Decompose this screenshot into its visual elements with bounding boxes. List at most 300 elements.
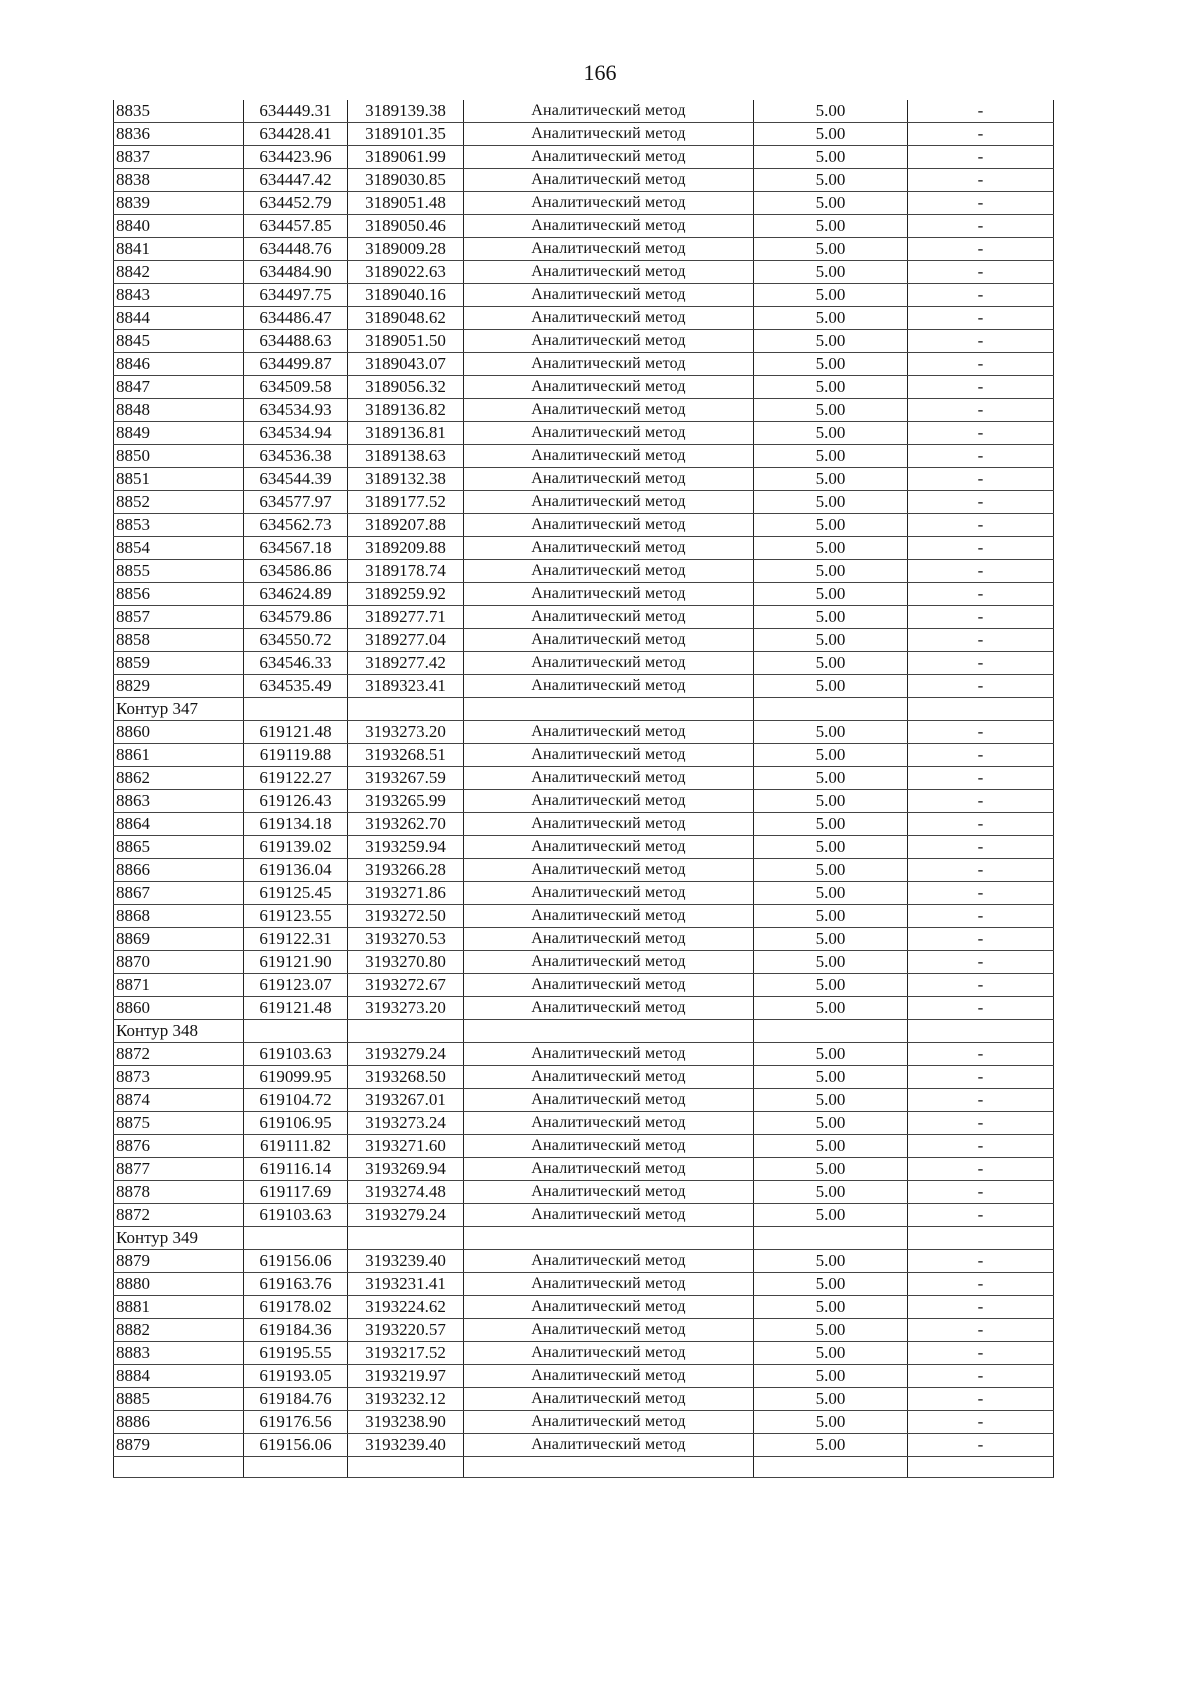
table-row: [114, 445, 1054, 468]
point-number-cell: 8860: [114, 997, 244, 1020]
note-cell: -: [908, 1319, 1054, 1342]
contour-label: Контур 348: [114, 1020, 244, 1043]
point-number-cell: 8879: [114, 1250, 244, 1273]
accuracy-cell: 5.00: [754, 606, 908, 629]
point-number-cell: 8882: [114, 1319, 244, 1342]
point-number-cell: 8875: [114, 1112, 244, 1135]
empty-cell: [464, 1020, 754, 1043]
method-cell: Аналитический метод: [464, 1250, 754, 1273]
point-number-cell: 8858: [114, 629, 244, 652]
y-coordinate-cell: 3189040.16: [348, 284, 464, 307]
empty-cell: [754, 698, 908, 721]
accuracy-cell: 5.00: [754, 1388, 908, 1411]
x-coordinate-cell: 634567.18: [244, 537, 348, 560]
table-row: [114, 284, 1054, 307]
table-row: [114, 123, 1054, 146]
point-number-cell: 8842: [114, 261, 244, 284]
x-coordinate-cell: 619119.88: [244, 744, 348, 767]
accuracy-cell: 5.00: [754, 1158, 908, 1181]
empty-cell: [348, 698, 464, 721]
method-cell: Аналитический метод: [464, 606, 754, 629]
x-coordinate-cell: 634550.72: [244, 629, 348, 652]
method-cell: Аналитический метод: [464, 445, 754, 468]
x-coordinate-cell: 634544.39: [244, 468, 348, 491]
note-cell: -: [908, 1043, 1054, 1066]
y-coordinate-cell: 3189259.92: [348, 583, 464, 606]
accuracy-cell: 5.00: [754, 560, 908, 583]
table-row: [114, 583, 1054, 606]
y-coordinate-cell: 3193267.01: [348, 1089, 464, 1112]
point-number-cell: 8849: [114, 422, 244, 445]
table-row: [114, 905, 1054, 928]
accuracy-cell: 5.00: [754, 997, 908, 1020]
method-cell: Аналитический метод: [464, 1135, 754, 1158]
point-number-cell: 8829: [114, 675, 244, 698]
y-coordinate-cell: 3193266.28: [348, 859, 464, 882]
accuracy-cell: 5.00: [754, 514, 908, 537]
accuracy-cell: 5.00: [754, 123, 908, 146]
x-coordinate-cell: 634488.63: [244, 330, 348, 353]
x-coordinate-cell: 619117.69: [244, 1181, 348, 1204]
note-cell: -: [908, 468, 1054, 491]
point-number-cell: 8848: [114, 399, 244, 422]
y-coordinate-cell: 3189139.38: [348, 100, 464, 123]
method-cell: Аналитический метод: [464, 238, 754, 261]
point-number-cell: 8841: [114, 238, 244, 261]
accuracy-cell: 5.00: [754, 261, 908, 284]
method-cell: Аналитический метод: [464, 353, 754, 376]
method-cell: Аналитический метод: [464, 192, 754, 215]
table-row: [114, 399, 1054, 422]
x-coordinate-cell: 619103.63: [244, 1043, 348, 1066]
x-coordinate-cell: 634497.75: [244, 284, 348, 307]
y-coordinate-cell: 3193271.86: [348, 882, 464, 905]
x-coordinate-cell: 619126.43: [244, 790, 348, 813]
y-coordinate-cell: 3193232.12: [348, 1388, 464, 1411]
y-coordinate-cell: 3189043.07: [348, 353, 464, 376]
y-coordinate-cell: 3193224.62: [348, 1296, 464, 1319]
empty-cell: [908, 1227, 1054, 1250]
point-number-cell: 8865: [114, 836, 244, 859]
accuracy-cell: 5.00: [754, 1365, 908, 1388]
method-cell: Аналитический метод: [464, 1043, 754, 1066]
point-number-cell: 8850: [114, 445, 244, 468]
point-number-cell: 8876: [114, 1135, 244, 1158]
x-coordinate-cell: 619193.05: [244, 1365, 348, 1388]
x-coordinate-cell: 619139.02: [244, 836, 348, 859]
table-row: [114, 100, 1054, 123]
note-cell: -: [908, 238, 1054, 261]
point-number-cell: 8884: [114, 1365, 244, 1388]
method-cell: Аналитический метод: [464, 1181, 754, 1204]
y-coordinate-cell: 3193268.51: [348, 744, 464, 767]
note-cell: -: [908, 123, 1054, 146]
note-cell: -: [908, 146, 1054, 169]
y-coordinate-cell: 3189207.88: [348, 514, 464, 537]
note-cell: -: [908, 284, 1054, 307]
table-row: [114, 744, 1054, 767]
point-number-cell: 8877: [114, 1158, 244, 1181]
accuracy-cell: 5.00: [754, 1112, 908, 1135]
note-cell: -: [908, 215, 1054, 238]
point-number-cell: 8883: [114, 1342, 244, 1365]
method-cell: Аналитический метод: [464, 790, 754, 813]
point-number-cell: 8879: [114, 1434, 244, 1457]
table-row: [114, 813, 1054, 836]
note-cell: -: [908, 905, 1054, 928]
table-row: [114, 606, 1054, 629]
y-coordinate-cell: 3189051.48: [348, 192, 464, 215]
note-cell: -: [908, 445, 1054, 468]
y-coordinate-cell: 3193259.94: [348, 836, 464, 859]
accuracy-cell: 5.00: [754, 146, 908, 169]
point-number-cell: 8885: [114, 1388, 244, 1411]
accuracy-cell: 5.00: [754, 675, 908, 698]
note-cell: -: [908, 399, 1054, 422]
note-cell: -: [908, 422, 1054, 445]
note-cell: -: [908, 813, 1054, 836]
method-cell: Аналитический метод: [464, 514, 754, 537]
accuracy-cell: 5.00: [754, 468, 908, 491]
empty-row: [114, 1457, 1054, 1478]
table-row: [114, 1181, 1054, 1204]
empty-cell: [244, 1227, 348, 1250]
point-number-cell: 8852: [114, 491, 244, 514]
table-row: [114, 836, 1054, 859]
method-cell: Аналитический метод: [464, 859, 754, 882]
method-cell: Аналитический метод: [464, 1434, 754, 1457]
point-number-cell: 8854: [114, 537, 244, 560]
method-cell: Аналитический метод: [464, 1365, 754, 1388]
table-row: [114, 629, 1054, 652]
table-row: [114, 767, 1054, 790]
y-coordinate-cell: 3189136.82: [348, 399, 464, 422]
method-cell: Аналитический метод: [464, 997, 754, 1020]
table-row: [114, 652, 1054, 675]
point-number-cell: 8851: [114, 468, 244, 491]
note-cell: -: [908, 491, 1054, 514]
x-coordinate-cell: 619121.48: [244, 997, 348, 1020]
y-coordinate-cell: 3189277.42: [348, 652, 464, 675]
y-coordinate-cell: 3193217.52: [348, 1342, 464, 1365]
x-coordinate-cell: 634448.76: [244, 238, 348, 261]
accuracy-cell: 5.00: [754, 353, 908, 376]
table-row: [114, 1204, 1054, 1227]
accuracy-cell: 5.00: [754, 652, 908, 675]
table-row: [114, 1319, 1054, 1342]
method-cell: Аналитический метод: [464, 1388, 754, 1411]
empty-cell: [908, 1457, 1054, 1478]
table-row: [114, 192, 1054, 215]
accuracy-cell: 5.00: [754, 1066, 908, 1089]
note-cell: -: [908, 1411, 1054, 1434]
x-coordinate-cell: 634624.89: [244, 583, 348, 606]
point-number-cell: 8840: [114, 215, 244, 238]
x-coordinate-cell: 619178.02: [244, 1296, 348, 1319]
coordinates-table-body: [114, 100, 1054, 1478]
x-coordinate-cell: 619136.04: [244, 859, 348, 882]
accuracy-cell: 5.00: [754, 284, 908, 307]
point-number-cell: 8873: [114, 1066, 244, 1089]
y-coordinate-cell: 3193271.60: [348, 1135, 464, 1158]
x-coordinate-cell: 634449.31: [244, 100, 348, 123]
note-cell: -: [908, 307, 1054, 330]
point-number-cell: 8870: [114, 951, 244, 974]
point-number-cell: 8886: [114, 1411, 244, 1434]
point-number-cell: 8835: [114, 100, 244, 123]
point-number-cell: 8881: [114, 1296, 244, 1319]
method-cell: Аналитический метод: [464, 1296, 754, 1319]
y-coordinate-cell: 3193220.57: [348, 1319, 464, 1342]
y-coordinate-cell: 3193272.67: [348, 974, 464, 997]
table-row: [114, 1342, 1054, 1365]
method-cell: Аналитический метод: [464, 376, 754, 399]
y-coordinate-cell: 3193239.40: [348, 1250, 464, 1273]
x-coordinate-cell: 634577.97: [244, 491, 348, 514]
table-row: [114, 468, 1054, 491]
point-number-cell: 8863: [114, 790, 244, 813]
empty-cell: [348, 1020, 464, 1043]
note-cell: -: [908, 1388, 1054, 1411]
point-number-cell: 8867: [114, 882, 244, 905]
y-coordinate-cell: 3189030.85: [348, 169, 464, 192]
note-cell: -: [908, 1112, 1054, 1135]
accuracy-cell: 5.00: [754, 445, 908, 468]
table-row: [114, 560, 1054, 583]
method-cell: Аналитический метод: [464, 468, 754, 491]
accuracy-cell: 5.00: [754, 1250, 908, 1273]
method-cell: Аналитический метод: [464, 813, 754, 836]
x-coordinate-cell: 634535.49: [244, 675, 348, 698]
x-coordinate-cell: 634428.41: [244, 123, 348, 146]
table-row: [114, 790, 1054, 813]
y-coordinate-cell: 3193279.24: [348, 1204, 464, 1227]
empty-cell: [754, 1457, 908, 1478]
method-cell: Аналитический метод: [464, 744, 754, 767]
y-coordinate-cell: 3193272.50: [348, 905, 464, 928]
accuracy-cell: 5.00: [754, 767, 908, 790]
y-coordinate-cell: 3193269.94: [348, 1158, 464, 1181]
accuracy-cell: 5.00: [754, 629, 908, 652]
x-coordinate-cell: 634546.33: [244, 652, 348, 675]
y-coordinate-cell: 3193270.80: [348, 951, 464, 974]
accuracy-cell: 5.00: [754, 215, 908, 238]
y-coordinate-cell: 3193279.24: [348, 1043, 464, 1066]
point-number-cell: 8860: [114, 721, 244, 744]
note-cell: -: [908, 192, 1054, 215]
method-cell: Аналитический метод: [464, 836, 754, 859]
note-cell: -: [908, 951, 1054, 974]
method-cell: Аналитический метод: [464, 100, 754, 123]
y-coordinate-cell: 3193239.40: [348, 1434, 464, 1457]
x-coordinate-cell: 634484.90: [244, 261, 348, 284]
page-number: 166: [583, 60, 617, 85]
empty-cell: [244, 698, 348, 721]
note-cell: -: [908, 353, 1054, 376]
note-cell: -: [908, 1135, 1054, 1158]
empty-cell: [754, 1020, 908, 1043]
y-coordinate-cell: 3193267.59: [348, 767, 464, 790]
x-coordinate-cell: 619176.56: [244, 1411, 348, 1434]
x-coordinate-cell: 619195.55: [244, 1342, 348, 1365]
x-coordinate-cell: 619125.45: [244, 882, 348, 905]
accuracy-cell: 5.00: [754, 928, 908, 951]
method-cell: Аналитический метод: [464, 675, 754, 698]
note-cell: -: [908, 100, 1054, 123]
x-coordinate-cell: 619184.36: [244, 1319, 348, 1342]
note-cell: -: [908, 514, 1054, 537]
y-coordinate-cell: 3189056.32: [348, 376, 464, 399]
empty-cell: [908, 698, 1054, 721]
x-coordinate-cell: 619123.55: [244, 905, 348, 928]
y-coordinate-cell: 3189277.04: [348, 629, 464, 652]
table-row: [114, 1273, 1054, 1296]
note-cell: -: [908, 330, 1054, 353]
table-row: [114, 1250, 1054, 1273]
empty-cell: [348, 1227, 464, 1250]
note-cell: -: [908, 629, 1054, 652]
note-cell: -: [908, 652, 1054, 675]
y-coordinate-cell: 3189051.50: [348, 330, 464, 353]
note-cell: -: [908, 560, 1054, 583]
contour-label: Контур 347: [114, 698, 244, 721]
method-cell: Аналитический метод: [464, 261, 754, 284]
point-number-cell: 8862: [114, 767, 244, 790]
method-cell: Аналитический метод: [464, 629, 754, 652]
method-cell: Аналитический метод: [464, 399, 754, 422]
point-number-cell: 8839: [114, 192, 244, 215]
table-row: [114, 997, 1054, 1020]
x-coordinate-cell: 619123.07: [244, 974, 348, 997]
note-cell: -: [908, 169, 1054, 192]
y-coordinate-cell: 3189209.88: [348, 537, 464, 560]
table-row: [114, 376, 1054, 399]
accuracy-cell: 5.00: [754, 537, 908, 560]
note-cell: -: [908, 974, 1054, 997]
x-coordinate-cell: 634562.73: [244, 514, 348, 537]
method-cell: Аналитический метод: [464, 330, 754, 353]
accuracy-cell: 5.00: [754, 813, 908, 836]
accuracy-cell: 5.00: [754, 859, 908, 882]
accuracy-cell: 5.00: [754, 790, 908, 813]
method-cell: Аналитический метод: [464, 1204, 754, 1227]
note-cell: -: [908, 1089, 1054, 1112]
table-row: [114, 1158, 1054, 1181]
table-row: [114, 675, 1054, 698]
accuracy-cell: 5.00: [754, 100, 908, 123]
method-cell: Аналитический метод: [464, 560, 754, 583]
empty-cell: [244, 1020, 348, 1043]
x-coordinate-cell: 619134.18: [244, 813, 348, 836]
accuracy-cell: 5.00: [754, 192, 908, 215]
table-row: [114, 1388, 1054, 1411]
accuracy-cell: 5.00: [754, 1135, 908, 1158]
point-number-cell: 8874: [114, 1089, 244, 1112]
y-coordinate-cell: 3189022.63: [348, 261, 464, 284]
y-coordinate-cell: 3189048.62: [348, 307, 464, 330]
coordinates-table: [113, 100, 1054, 1478]
point-number-cell: 8837: [114, 146, 244, 169]
y-coordinate-cell: 3189132.38: [348, 468, 464, 491]
table-row: [114, 307, 1054, 330]
method-cell: Аналитический метод: [464, 1273, 754, 1296]
point-number-cell: 8872: [114, 1204, 244, 1227]
x-coordinate-cell: 634579.86: [244, 606, 348, 629]
table-row: [114, 422, 1054, 445]
table-row: [114, 859, 1054, 882]
note-cell: -: [908, 261, 1054, 284]
table-row: [114, 146, 1054, 169]
accuracy-cell: 5.00: [754, 744, 908, 767]
y-coordinate-cell: 3193274.48: [348, 1181, 464, 1204]
point-number-cell: 8846: [114, 353, 244, 376]
x-coordinate-cell: 634499.87: [244, 353, 348, 376]
accuracy-cell: 5.00: [754, 1319, 908, 1342]
point-number-cell: 8856: [114, 583, 244, 606]
note-cell: -: [908, 928, 1054, 951]
contour-label: Контур 349: [114, 1227, 244, 1250]
x-coordinate-cell: 619099.95: [244, 1066, 348, 1089]
table-row: [114, 1434, 1054, 1457]
accuracy-cell: 5.00: [754, 376, 908, 399]
accuracy-cell: 5.00: [754, 1434, 908, 1457]
table-row: [114, 882, 1054, 905]
table-row: [114, 537, 1054, 560]
accuracy-cell: 5.00: [754, 1181, 908, 1204]
method-cell: Аналитический метод: [464, 1066, 754, 1089]
x-coordinate-cell: 619104.72: [244, 1089, 348, 1112]
accuracy-cell: 5.00: [754, 583, 908, 606]
y-coordinate-cell: 3193231.41: [348, 1273, 464, 1296]
table-row: [114, 491, 1054, 514]
point-number-cell: 8847: [114, 376, 244, 399]
y-coordinate-cell: 3189277.71: [348, 606, 464, 629]
point-number-cell: 8859: [114, 652, 244, 675]
y-coordinate-cell: 3193273.20: [348, 997, 464, 1020]
note-cell: -: [908, 744, 1054, 767]
accuracy-cell: 5.00: [754, 307, 908, 330]
point-number-cell: 8845: [114, 330, 244, 353]
contour-header-row: [114, 698, 1054, 721]
method-cell: Аналитический метод: [464, 1089, 754, 1112]
x-coordinate-cell: 619156.06: [244, 1250, 348, 1273]
x-coordinate-cell: 619122.31: [244, 928, 348, 951]
point-number-cell: 8872: [114, 1043, 244, 1066]
y-coordinate-cell: 3189101.35: [348, 123, 464, 146]
method-cell: Аналитический метод: [464, 1158, 754, 1181]
note-cell: -: [908, 1434, 1054, 1457]
empty-cell: [348, 1457, 464, 1478]
y-coordinate-cell: 3189138.63: [348, 445, 464, 468]
table-row: [114, 1043, 1054, 1066]
y-coordinate-cell: 3193265.99: [348, 790, 464, 813]
x-coordinate-cell: 634586.86: [244, 560, 348, 583]
note-cell: -: [908, 1066, 1054, 1089]
method-cell: Аналитический метод: [464, 1411, 754, 1434]
method-cell: Аналитический метод: [464, 1112, 754, 1135]
x-coordinate-cell: 634457.85: [244, 215, 348, 238]
x-coordinate-cell: 619116.14: [244, 1158, 348, 1181]
y-coordinate-cell: 3189136.81: [348, 422, 464, 445]
table-row: [114, 1112, 1054, 1135]
accuracy-cell: 5.00: [754, 1089, 908, 1112]
note-cell: -: [908, 997, 1054, 1020]
point-number-cell: 8853: [114, 514, 244, 537]
y-coordinate-cell: 3193273.24: [348, 1112, 464, 1135]
y-coordinate-cell: 3193238.90: [348, 1411, 464, 1434]
x-coordinate-cell: 634534.93: [244, 399, 348, 422]
x-coordinate-cell: 634423.96: [244, 146, 348, 169]
